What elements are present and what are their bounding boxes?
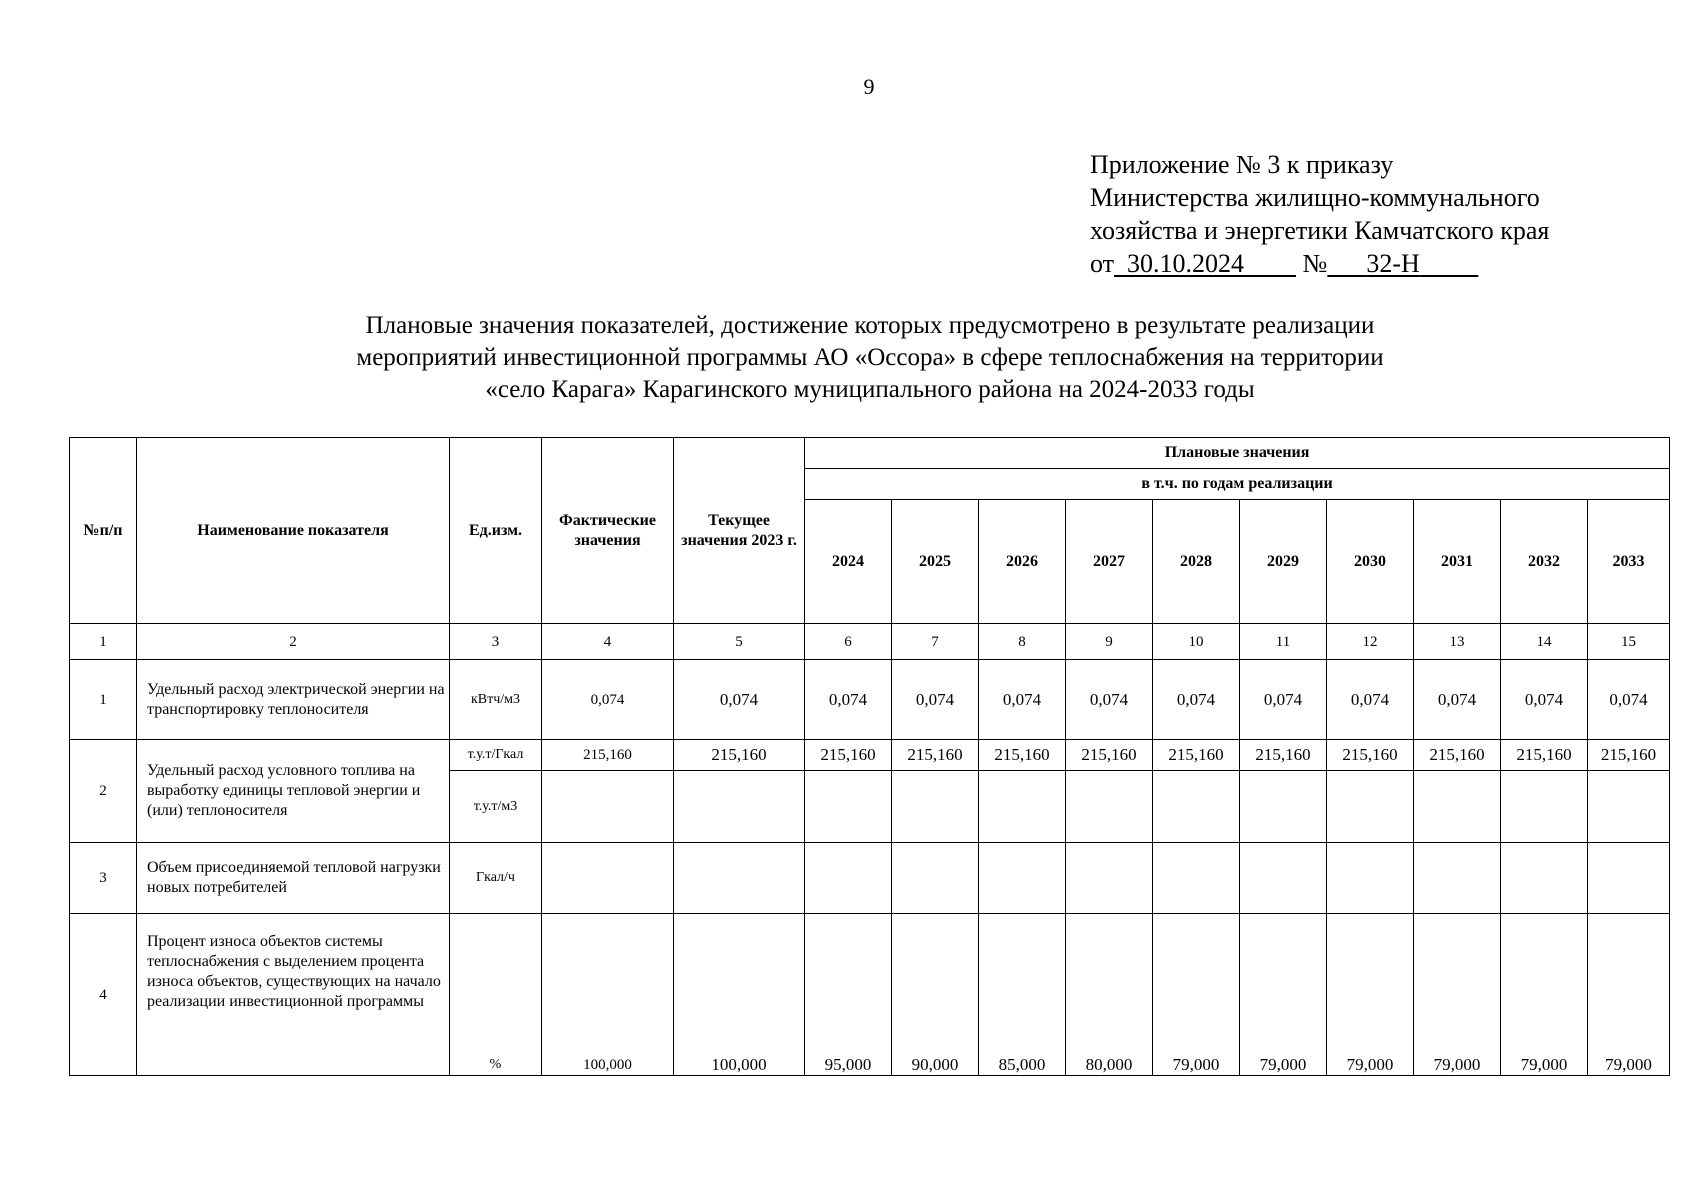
row-number: 2: [70, 740, 137, 843]
actual-value: 0,074: [542, 660, 674, 740]
year-value: 215,160: [1066, 740, 1153, 771]
year-value: 79,000: [1240, 914, 1327, 1076]
empty-cell: [1066, 771, 1153, 843]
indicators-table: [69, 437, 1670, 1076]
header-name: Наименование показателя: [137, 438, 450, 624]
header-current: Текущее значения 2023 г.: [674, 438, 805, 624]
year-value: 215,160: [1414, 740, 1501, 771]
column-number: 2: [137, 624, 450, 660]
header-year: 2033: [1588, 500, 1670, 624]
column-number: 3: [450, 624, 542, 660]
year-value: 215,160: [1327, 740, 1414, 771]
column-number: 5: [674, 624, 805, 660]
row-number: 3: [70, 843, 137, 914]
order-number: 32-Н: [1366, 249, 1420, 278]
header-actual: Фактические значения: [542, 438, 674, 624]
column-number: 6: [805, 624, 892, 660]
document-title: [0, 310, 1698, 406]
appendix-order-line: [1090, 247, 1549, 280]
year-value: 0,074: [1588, 660, 1670, 740]
year-value: 79,000: [1414, 914, 1501, 1076]
header-year: 2026: [979, 500, 1066, 624]
current-value: 215,160: [674, 740, 805, 771]
column-number: 10: [1153, 624, 1240, 660]
year-value: 215,160: [805, 740, 892, 771]
empty-cell: [542, 843, 674, 914]
indicator-unit: т.у.т/м3: [450, 771, 542, 843]
year-value: 215,160: [1501, 740, 1588, 771]
empty-cell: [1327, 843, 1414, 914]
title-line-2: мероприятий инвестиционной программы АО «Оссора» в сфере теплоснабжения на территории: [356, 344, 1384, 371]
year-value: 0,074: [979, 660, 1066, 740]
column-number: 8: [979, 624, 1066, 660]
year-value: 215,160: [979, 740, 1066, 771]
empty-cell: [674, 843, 805, 914]
page-number: 9: [863, 74, 875, 99]
indicator-name: Объем присоединяемой тепловой нагрузки новых потребителей: [137, 843, 450, 914]
title-line-3: «село Карага» Карагинского муниципального района на 2024-2033 годы: [485, 376, 1255, 403]
actual-value: 215,160: [542, 740, 674, 771]
empty-cell: [805, 843, 892, 914]
indicator-unit: кВтч/м3: [450, 660, 542, 740]
header-year: 2024: [805, 500, 892, 624]
year-value: 79,000: [1327, 914, 1414, 1076]
column-number: 12: [1327, 624, 1414, 660]
year-value: 0,074: [1240, 660, 1327, 740]
year-value: 80,000: [1066, 914, 1153, 1076]
empty-cell: [979, 843, 1066, 914]
empty-cell: [674, 771, 805, 843]
table-row: [70, 740, 1670, 771]
header-planned: Плановые значения: [805, 438, 1670, 469]
year-value: 79,000: [1501, 914, 1588, 1076]
empty-cell: [805, 771, 892, 843]
indicator-name: Удельный расход электрической энергии на транспортировку теплоносителя: [137, 660, 450, 740]
indicator-unit: Гкал/ч: [450, 843, 542, 914]
year-value: 79,000: [1588, 914, 1670, 1076]
empty-cell: [1327, 771, 1414, 843]
header-year: 2025: [892, 500, 979, 624]
year-value: 90,000: [892, 914, 979, 1076]
column-number: 7: [892, 624, 979, 660]
empty-cell: [542, 771, 674, 843]
appendix-line-2: Министерства жилищно-коммунального: [1090, 183, 1540, 212]
header-year: 2027: [1066, 500, 1153, 624]
year-value: 0,074: [1066, 660, 1153, 740]
column-number: 13: [1414, 624, 1501, 660]
number-sign: №: [1302, 249, 1328, 278]
header-unit: Ед.изм.: [450, 438, 542, 624]
year-value: 0,074: [1414, 660, 1501, 740]
year-value: 0,074: [805, 660, 892, 740]
header-by-years: в т.ч. по годам реализации: [805, 469, 1670, 500]
empty-cell: [1066, 843, 1153, 914]
indicator-unit: %: [450, 914, 542, 1076]
year-value: 79,000: [1153, 914, 1240, 1076]
current-value: 100,000: [674, 914, 805, 1076]
table-row: [70, 660, 1670, 740]
indicator-name: Удельный расход условного топлива на выработку единицы тепловой энергии и (или) теплоносителя: [137, 740, 450, 843]
empty-cell: [1501, 771, 1588, 843]
empty-cell: [1153, 843, 1240, 914]
empty-cell: [1414, 843, 1501, 914]
indicator-name: Процент износа объектов системы теплоснабжения с выделением процента износа объектов, существующих на начало реализации инвестиционной программы: [137, 914, 450, 1076]
column-number: 9: [1066, 624, 1153, 660]
empty-cell: [1501, 843, 1588, 914]
year-value: 95,000: [805, 914, 892, 1076]
header-year: 2030: [1327, 500, 1414, 624]
empty-cell: [1588, 843, 1670, 914]
empty-cell: [892, 843, 979, 914]
year-value: 0,074: [892, 660, 979, 740]
column-number: 4: [542, 624, 674, 660]
row-number: 4: [70, 914, 137, 1076]
date-prefix: от: [1090, 249, 1115, 278]
column-number: 14: [1501, 624, 1588, 660]
order-number-field: [1327, 249, 1478, 278]
column-number: 1: [70, 624, 137, 660]
order-date-field: [1114, 249, 1296, 278]
current-value: 0,074: [674, 660, 805, 740]
empty-cell: [1588, 771, 1670, 843]
table-row: [70, 914, 1670, 1076]
appendix-line-3: хозяйства и энергетики Камчатского края: [1090, 216, 1550, 245]
table-row: [70, 843, 1670, 914]
appendix-block: [1090, 148, 1549, 280]
header-year: 2031: [1414, 500, 1501, 624]
empty-cell: [1414, 771, 1501, 843]
header-year: 2029: [1240, 500, 1327, 624]
column-numbers-row: [70, 624, 1670, 660]
title-line-1: Плановые значения показателей, достижение которых предусмотрено в результате реализации: [365, 312, 1375, 339]
header-num: №п/п: [70, 438, 137, 624]
column-number: 15: [1588, 624, 1670, 660]
header-year: 2032: [1501, 500, 1588, 624]
year-value: 215,160: [1588, 740, 1670, 771]
empty-cell: [1153, 771, 1240, 843]
indicator-unit: т.у.т/Гкал: [450, 740, 542, 771]
year-value: 85,000: [979, 914, 1066, 1076]
empty-cell: [1240, 843, 1327, 914]
column-number: 11: [1240, 624, 1327, 660]
year-value: 0,074: [1501, 660, 1588, 740]
empty-cell: [892, 771, 979, 843]
year-value: 215,160: [1153, 740, 1240, 771]
header-year: 2028: [1153, 500, 1240, 624]
empty-cell: [979, 771, 1066, 843]
order-date: 30.10.2024: [1127, 249, 1245, 278]
year-value: 0,074: [1153, 660, 1240, 740]
year-value: 215,160: [1240, 740, 1327, 771]
actual-value: 100,000: [542, 914, 674, 1076]
appendix-line-1: Приложение № 3 к приказу: [1090, 150, 1394, 179]
row-number: 1: [70, 660, 137, 740]
empty-cell: [1240, 771, 1327, 843]
year-value: 215,160: [892, 740, 979, 771]
year-value: 0,074: [1327, 660, 1414, 740]
